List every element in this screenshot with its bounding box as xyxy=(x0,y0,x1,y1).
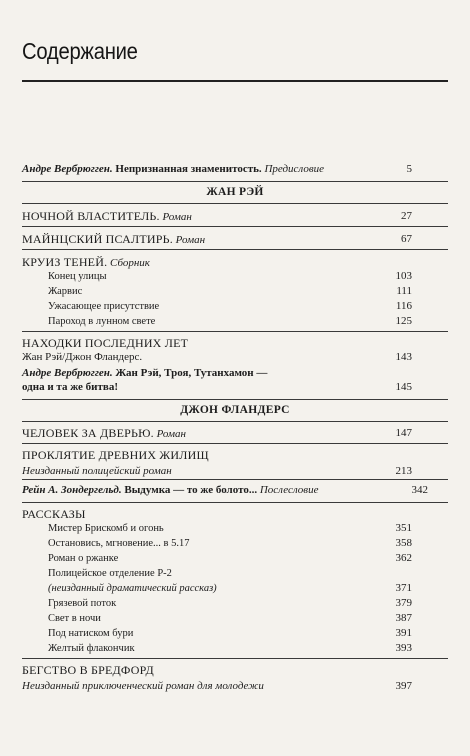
section-rule xyxy=(22,399,448,400)
page-number: 103 xyxy=(395,270,412,282)
entry-author: Андре Вербрюгген. xyxy=(22,163,116,175)
page-number: 116 xyxy=(395,300,412,312)
page-number: 351 xyxy=(395,522,412,534)
toc-subentry: Под натиском бури xyxy=(48,628,134,639)
page-number: 125 xyxy=(395,315,412,327)
toc-subentry: Конец улицы xyxy=(48,271,107,282)
entry-rule xyxy=(22,443,448,444)
page-number: 387 xyxy=(395,612,412,624)
toc-entry-night-lord: НОЧНОЙ ВЛАСТИТЕЛЬ. Роман xyxy=(22,209,192,223)
page-number: 379 xyxy=(395,597,412,609)
toc-subentry: Мистер Брискомб и огонь xyxy=(48,523,164,534)
toc-subentry: Ужасающее присутствие xyxy=(48,301,160,312)
page-number: 213 xyxy=(395,465,412,477)
page-number: 27 xyxy=(401,210,412,222)
toc-entry-escape: БЕГСТВО В БРЕДФОРД xyxy=(22,663,154,677)
entry-rule xyxy=(22,502,448,503)
toc-entry-man-behind-door: ЧЕЛОВЕК ЗА ДВЕРЬЮ. Роман xyxy=(22,426,186,440)
toc-entry-recent-finds: НАХОДКИ ПОСЛЕДНИХ ЛЕТ xyxy=(22,336,189,350)
toc-subentry: Остановись, мгновение... в 5.17 xyxy=(48,538,190,549)
toc-entry-mainz-psalter: МАЙНЦСКИЙ ПСАЛТИРЬ. Роман xyxy=(22,232,206,246)
toc-subentry: Желтый флакончик xyxy=(48,643,135,654)
page-number: 371 xyxy=(395,582,412,594)
toc-subentry: Жан Рэй/Джон Фландерс. xyxy=(22,351,143,363)
toc-subentry: Полицейское отделение Р-2 xyxy=(48,568,172,579)
entry-rule xyxy=(22,249,448,250)
page-title: Содержание xyxy=(22,38,138,64)
section-heading-john-flanders: ДЖОН ФЛАНДЕРС xyxy=(180,404,290,416)
page-number: 391 xyxy=(395,627,412,639)
page-number: 67 xyxy=(401,233,412,245)
section-rule xyxy=(22,181,448,182)
toc-entry-shadow-cruise: КРУИЗ ТЕНЕЙ. Сборник xyxy=(22,255,150,269)
page-number: 147 xyxy=(395,427,412,439)
entry-rule xyxy=(22,331,448,332)
toc-subentry: Свет в ночи xyxy=(48,613,101,624)
section-heading-jean-ray: ЖАН РЭЙ xyxy=(206,186,264,198)
toc-subentry: Грязевой поток xyxy=(48,598,117,609)
entry-title: Непризнанная знаменитость. xyxy=(115,163,262,175)
toc-subentry: Жарвис xyxy=(48,286,83,297)
toc-subentry: Неизданный полицейский роман xyxy=(22,465,172,477)
page-number: 143 xyxy=(395,351,412,363)
toc-entry-curse: ПРОКЛЯТИЕ ДРЕВНИХ ЖИЛИЩ xyxy=(22,448,209,462)
toc-subentry: Роман о ржанке xyxy=(48,553,119,564)
toc-entry-intro xyxy=(22,163,412,176)
entry-rule xyxy=(22,479,448,480)
page-number: 145 xyxy=(395,381,412,393)
page-number: 342 xyxy=(411,484,428,496)
entry-rule xyxy=(22,226,448,227)
entry-rule xyxy=(22,658,448,659)
title-rule xyxy=(22,80,448,82)
page-number: 393 xyxy=(395,642,412,654)
page-number: 5 xyxy=(406,163,412,175)
toc-subentry: Пароход в лунном свете xyxy=(48,316,156,327)
toc-subentry: Неизданный приключенческий роман для молодежи xyxy=(22,680,264,692)
section-rule xyxy=(22,421,448,422)
section-rule xyxy=(22,203,448,204)
page-number: 362 xyxy=(395,552,412,564)
toc-entry-afterword: Рейн А. Зондергельд. Выдумка — то же болото... Послесловие xyxy=(22,484,319,496)
toc-entry-stories: РАССКАЗЫ xyxy=(22,507,86,521)
page-number: 358 xyxy=(395,537,412,549)
page-number: 111 xyxy=(396,285,412,297)
entry-note: Предисловие xyxy=(264,163,325,175)
toc-entry-essay: Андре Вербрюгген. Жан Рэй, Троя, Тутанхамон — xyxy=(22,367,268,379)
toc-subentry-note: (неизданный драматический рассказ) xyxy=(48,583,217,594)
page-number: 397 xyxy=(395,680,412,692)
toc-entry-essay-cont: одна и та же битва! xyxy=(22,381,119,393)
